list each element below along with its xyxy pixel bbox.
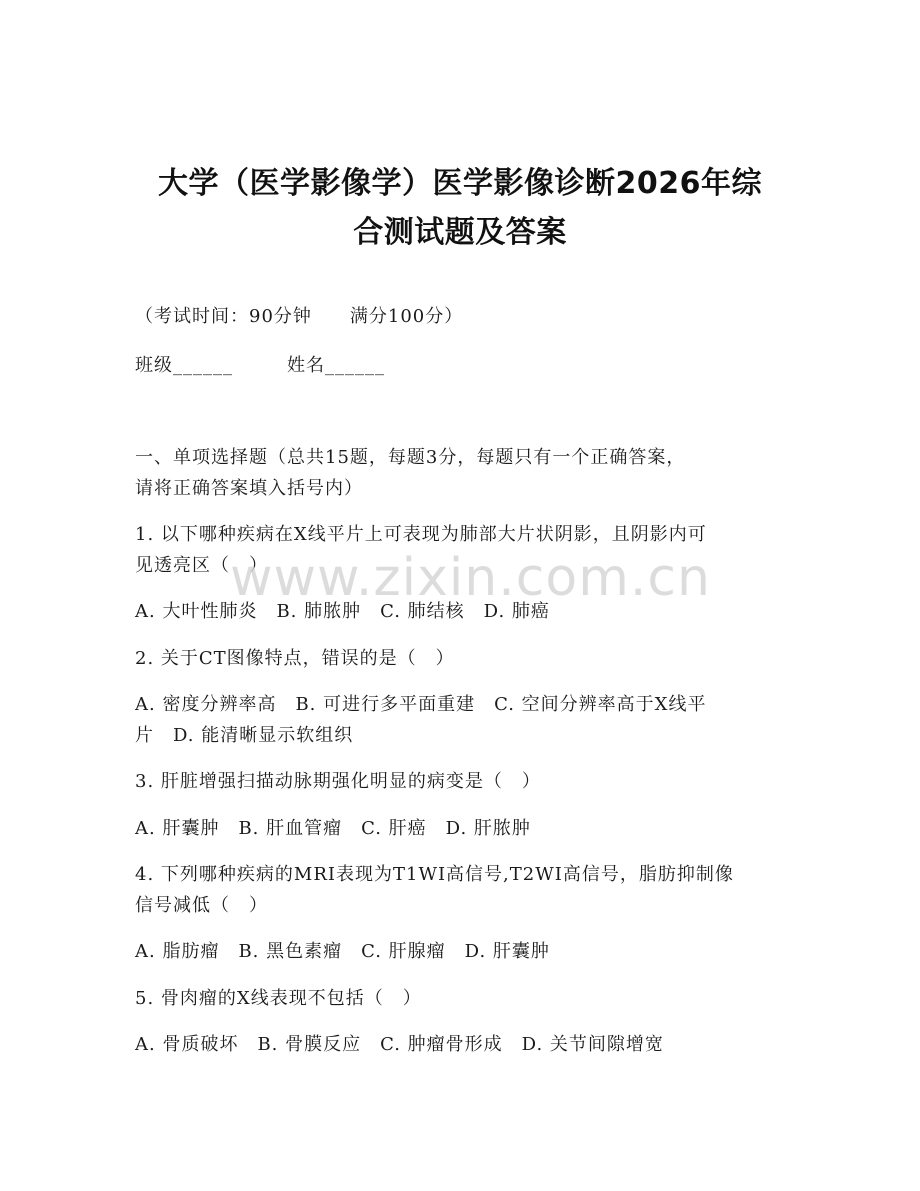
question-2-stem: 2. 关于CT图像特点，错误的是（ ） — [135, 648, 455, 669]
question-3-stem: 3. 肝脏增强扫描动脉期强化明显的病变是（ ） — [135, 771, 541, 792]
question-2-options-line-1: A. 密度分辨率高 B. 可进行多平面重建 C. 空间分辨率高于X线平 — [135, 694, 707, 715]
name-field-label: 姓名______ — [287, 355, 385, 376]
question-1-stem-line-2: 见透亮区（ ） — [135, 555, 268, 576]
document-title-line-1: 大学（医学影像学）医学影像诊断2026年综 — [158, 166, 762, 201]
question-4-stem-line-2: 信号减低（ ） — [135, 895, 268, 916]
question-5-options: A. 骨质破坏 B. 骨膜反应 C. 肿瘤骨形成 D. 关节间隙增宽 — [135, 1034, 664, 1055]
watermark-text: www.zixin.com.cn — [230, 548, 711, 608]
question-3-options: A. 肝囊肿 B. 肝血管瘤 C. 肝癌 D. 肝脓肿 — [135, 818, 531, 839]
exam-info: （考试时间：90分钟 满分100分） — [135, 306, 464, 327]
section-heading-line-1: 一、单项选择题（总共15题，每题3分，每题只有一个正确答案， — [135, 447, 686, 468]
section-heading-line-2: 请将正确答案填入括号内） — [135, 478, 363, 499]
question-4-options: A. 脂肪瘤 B. 黑色素瘤 C. 肝腺瘤 D. 肝囊肿 — [135, 941, 550, 962]
class-field-label: 班级______ — [135, 355, 233, 376]
document-title-line-2: 合测试题及答案 — [353, 215, 567, 250]
question-5-stem: 5. 骨肉瘤的X线表现不包括（ ） — [135, 988, 422, 1009]
question-4-stem-line-1: 4. 下列哪种疾病的MRI表现为T1WI高信号,T2WI高信号，脂肪抑制像 — [135, 864, 734, 885]
question-1-options: A. 大叶性肺炎 B. 肺脓肿 C. 肺结核 D. 肺癌 — [135, 601, 550, 622]
question-1-stem-line-1: 1. 以下哪种疾病在X线平片上可表现为肺部大片状阴影，且阴影内可 — [135, 524, 707, 545]
student-fields — [135, 351, 385, 377]
question-2-options-line-2: 片 D. 能清晰显示软组织 — [135, 725, 354, 746]
